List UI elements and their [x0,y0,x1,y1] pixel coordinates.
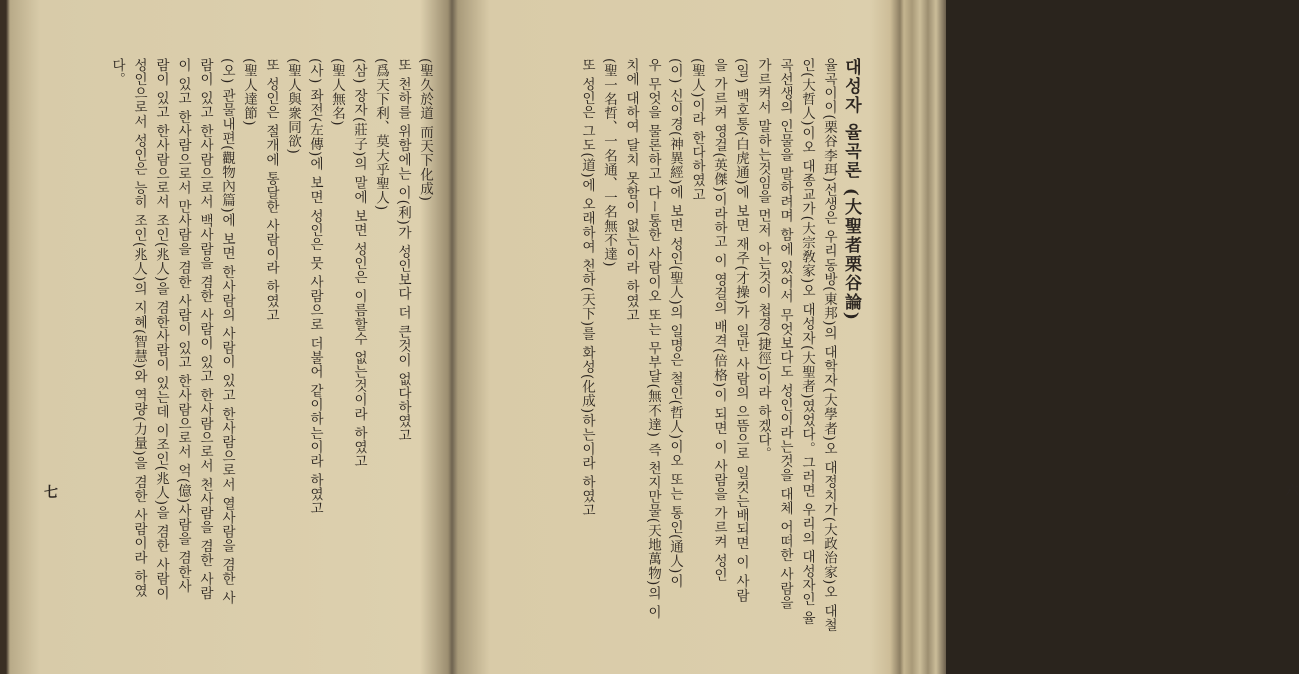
text-line: (이) 신이경(神異經)에 보면 성인(聖人)의 일명은 철인(哲人)이오 또는 통인(通人)이 [667,58,683,589]
text-line: (오) 관물내편(觀物內篇)에 보면 한사람의 사람이 있고 한사람으로서 열사람을 겸한 사 [219,58,235,605]
text-line: (聖久於道 而天下化成) [417,58,433,202]
right-page-text [472,58,862,633]
text-line: (聖人達節) [241,58,257,127]
text-line: 가르켜서 말하는것임을 먼저 아는것이 첩경(捷徑)이라 하겠다。 [755,58,771,461]
left-page [0,0,452,674]
text-line: (聖人與衆同欲) [285,58,301,155]
text-line: 우 무엇을 물론하고 다ー통한 사람이오 또는 무부달(無不達) 즉 천지만물(天地萬物)의 이 [645,58,661,619]
text-line: (삼) 장자(莊子)의 말에 보면 성인은 이름할수 없는것이라 하였고 [351,58,367,469]
text-line: (聖一名哲、一名通、一名無不達) [601,58,617,268]
left-page-number: 七 [44,485,58,501]
text-line: (爲天下利、莫大乎聖人) [373,58,389,211]
text-line: 다。 [109,58,125,87]
right-page-number: 六 [1285,483,1299,499]
text-line: 또 천하를 위함에는 이(利)가 성인보다 더 큰것이 없다하였고 [395,58,411,443]
text-line: 율곡이이(栗谷李珥)선생은 우리동방(東邦)의 대학자(大學者)오 대정치가(大政治家)오 대철 [821,58,837,633]
text-line: (聖人)이라 한다하였고 [689,58,705,202]
text-line: (聖人無名) [329,58,345,127]
text-line: 이 있고 한사람으로서 만사람을 겸한 사람이 있고 한사람으로서 억(億)사람을 겸한사 [175,58,191,594]
text-line: 또 성인은 그도(道)에 오래하여 천하(天下)를 화성(化成)하는이라 하였고 [579,58,595,518]
text-line: 람이 있고 한사람으로서 조인(兆人)을 겸한사람이 있는데 이조인(兆人)을 겸한 사람이 [153,58,169,600]
right-page [452,0,1299,674]
text-line: 치에 대하여 달치 못함이 없는이라 하였고 [623,58,639,323]
text-line: 람이 있고 한사람으로서 백사람을 겸한 사람이 있고 한사람으로서 천사람을 겸한 사람 [197,58,213,601]
text-line: (일) 백호통(白虎通)에 보면 재주(才操)가 일만 사람의 으뜸으로 일컷는배되면 이 사람 [733,58,749,603]
text-line: 인(大哲人)이오 대종교가(大宗敎家)오 대성자(大聖者)였었다。그러면 우리의 대성자인 율 [799,58,815,626]
text-line: (사) 좌전(左傳)에 보면 성인은 뭇 사람으로 더불어 같이하는이라 하였고 [307,58,323,516]
text-line: 또 성인은 절개에 통달한 사람이라 하였고 [263,58,279,323]
text-line: 성인으로서 성인은 능히 조인(兆人)의 지혜(智慧)와 역량(力量)을 겸한 사람이라 하였 [131,58,147,598]
left-page-text [26,58,436,618]
chapter-title: 대성자 율곡론 (大聖者栗谷論) [841,58,861,322]
text-line: 곡선생의 인물을 말하려며 함에 있어서 무엇보다도 성인이라는것을 대체 어떠한 사람을 [777,58,793,610]
text-line: 을 가르켜 영걸(英傑)이라하고 이 영걸의 배격(倍格)이 되면 이 사람을 가르켜 성인 [711,58,727,582]
